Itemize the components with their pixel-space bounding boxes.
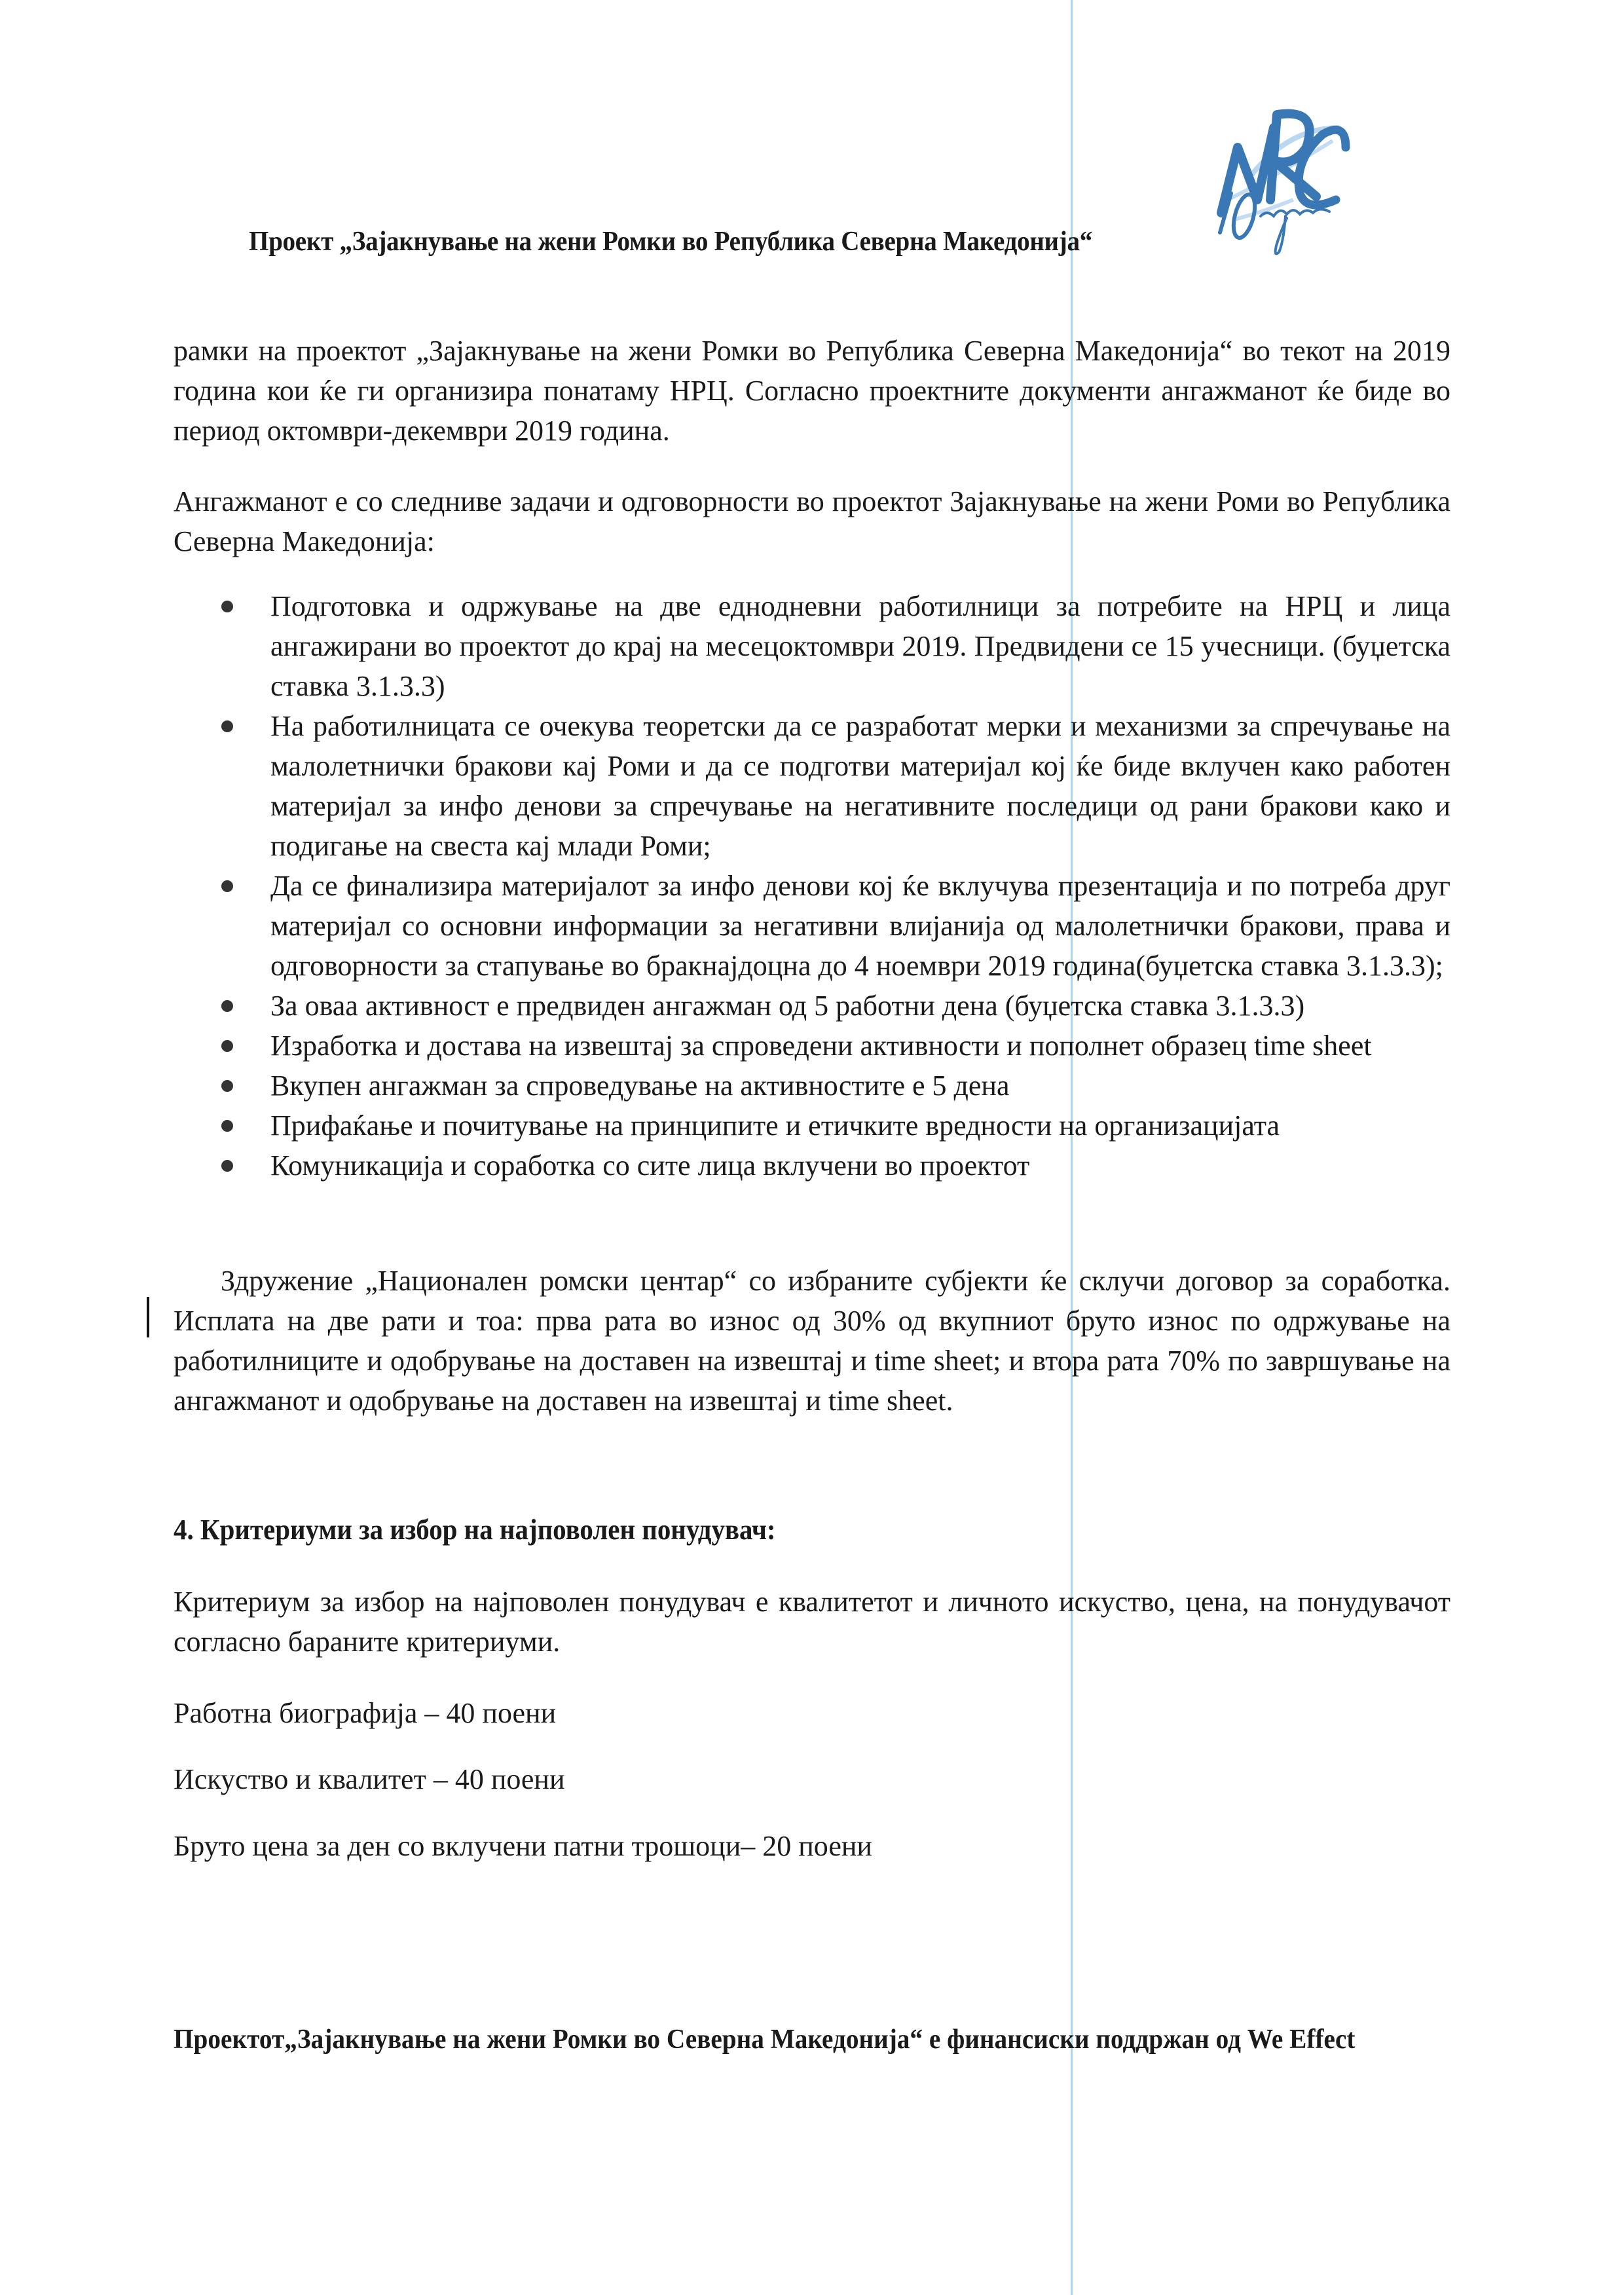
list-item: Да се финализира материјалот за инфо денови кој ќе вклучува презентација и по потреба друг материјал со основни информации за негативни влијанија од малолетнички бракови, права и одговорности за стапување во бракнајдоцна до 4 ноември 2019 година(буџетска ставка 3.1.3.3);: [174, 866, 1450, 986]
list-item: Прифаќање и почитување на принципите и етичките вредности на организацијата: [174, 1106, 1450, 1146]
page-header-title: Проект „Зајакнување на жени Ромки во Република Северна Македонија“: [249, 227, 1093, 257]
list-item: Изработка и достава на извештај за спроведени активности и пополнет образец time sheet: [174, 1026, 1450, 1066]
criterion-gross-price: Бруто цена за ден со вклучени патни трошоци– 20 поени: [174, 1830, 872, 1862]
list-item: Комуникација и соработка со сите лица вклучени во проектот: [174, 1146, 1450, 1185]
bullet-icon: [221, 601, 233, 612]
nrc-logo: [1208, 102, 1359, 272]
bullet-icon: [221, 1120, 233, 1132]
bullet-icon: [221, 1160, 233, 1172]
bullet-icon: [221, 1080, 233, 1092]
tasks-intro-paragraph: Ангажманот е со следниве задачи и одговорности во проектот Зајакнување на жени Роми во Република Северна Македонија:: [174, 485, 1450, 557]
bullet-icon: [221, 880, 233, 892]
text-cursor: [147, 1297, 149, 1337]
list-item: На работилницата се очекува теоретски да се разработат мерки и механизми за спречување на малолетнички бракови кај Роми и да се подготви материјал кој ќе биде вклучен како работен материјал за инфо денови за спречување на негативните последици од рани бракови како и подигање на свеста кај млади Роми;: [174, 706, 1450, 866]
list-item: Подготовка и одржување на две еднодневни работилници за потребите на НРЦ и лица ангажирани во проектот до крај на месецоктомври 2019. Предвидени се 15 учесници. (буџетска ставка 3.1.3.3): [174, 586, 1450, 706]
bullet-icon: [221, 1040, 233, 1052]
page-footer: Проектот„Зајакнување на жени Ромки во Северна Македонија“ е финансиски поддржан од We Effect: [174, 2024, 1356, 2055]
list-item: За оваа активност е предвиден ангажман од 5 работни дена (буџетска ставка 3.1.3.3): [174, 986, 1450, 1026]
bullet-icon: [221, 1000, 233, 1012]
section-4-heading: 4. Критериуми за избор на најповолен понудувач:: [174, 1514, 776, 1546]
criterion-work-biography: Работна биографија – 40 поени: [174, 1697, 557, 1729]
list-item: Вкупен ангажман за спроведување на активностите е 5 дена: [174, 1066, 1450, 1106]
payment-paragraph: Здружение „Национален ромски центар“ со избраните субјекти ќе склучи договор за соработка. Исплата на две рати и тоа: прва рата во износ од 30% од вкупниот бруто износ по одржување на работилниците и одобрување на доставен на извештај и time sheet; и втора рата 70% по завршување на ангажманот и одобрување на доставен на извештај и time sheet.: [174, 1265, 1450, 1417]
tasks-list: [174, 586, 1450, 1185]
intro-paragraph: рамки на проектот „Зајакнување на жени Ромки во Република Северна Македонија“ во текот на 2019 година кои ќе ги организира понатаму НРЦ. Согласно проектните документи ангажманот ќе биде во период октомври-декември 2019 година.: [174, 335, 1450, 447]
bullet-icon: [221, 720, 233, 732]
criterion-experience-quality: Искуство и квалитет – 40 поени: [174, 1763, 565, 1795]
criteria-paragraph: Критериум за избор на најповолен понудувач е квалитетот и личното искуство, цена, на понудувачот согласно бараните критериуми.: [174, 1586, 1450, 1658]
nrc-10-years-logo-icon: [1208, 102, 1359, 272]
